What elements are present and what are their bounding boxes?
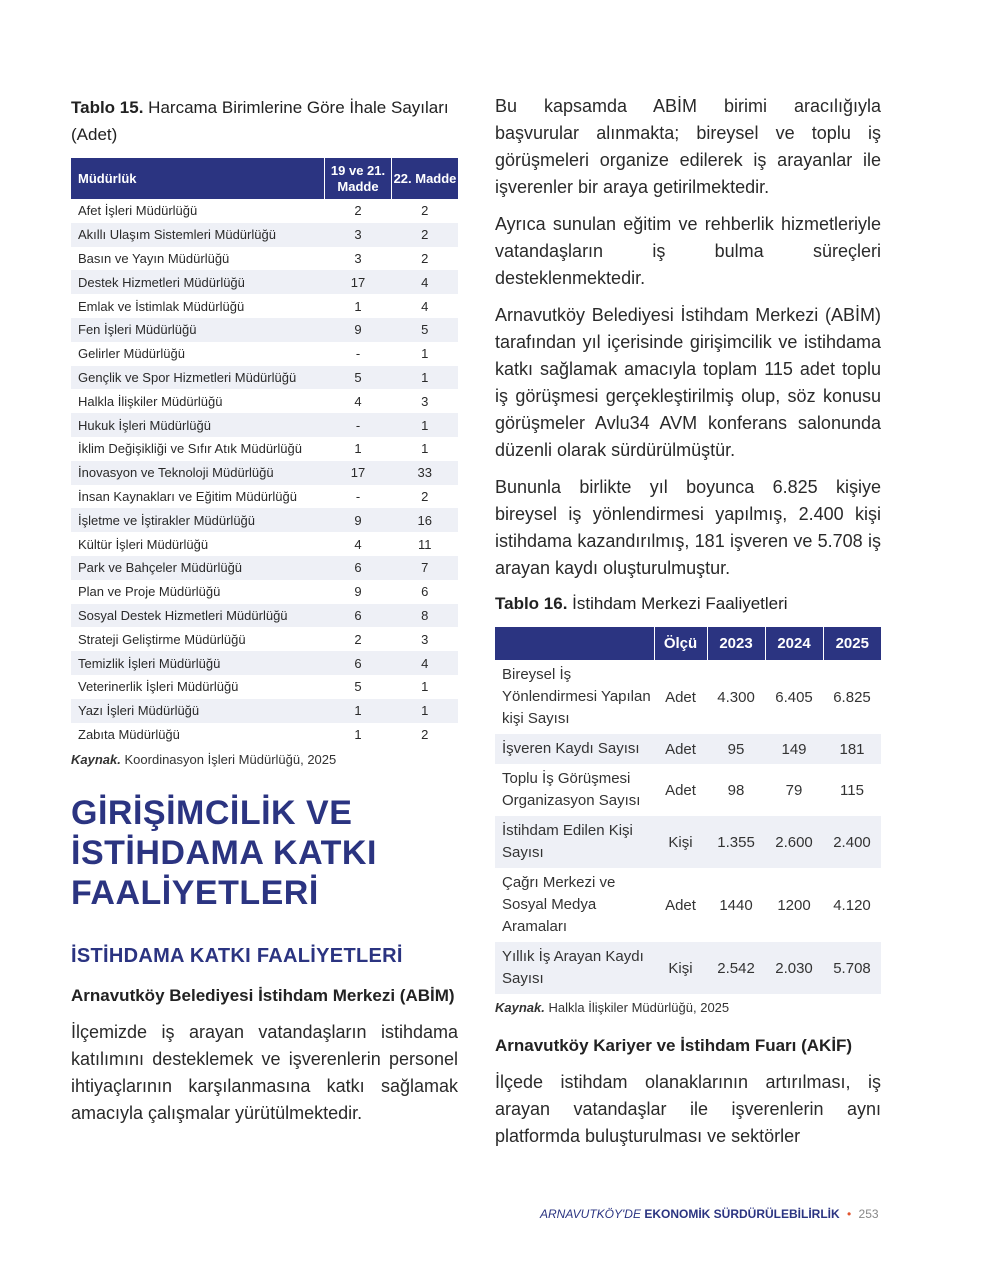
table15-row-cell: 16 bbox=[392, 508, 459, 532]
table15-row-cell: 1 bbox=[392, 413, 459, 437]
table15-row-cell: 4 bbox=[354, 536, 362, 552]
table16-header-cell: Ölçü bbox=[654, 627, 707, 660]
table15-header-cell: 19 ve 21. Madde bbox=[325, 158, 392, 199]
table15-row-cell: 6 bbox=[325, 556, 392, 580]
table15-row-cell: 3 bbox=[421, 631, 429, 647]
table15-row bbox=[71, 294, 458, 318]
table16-row-cell: 1440 bbox=[719, 896, 753, 914]
table16-row-cell: Yıllık İş Arayan Kaydı Sayısı bbox=[495, 942, 654, 994]
table15-row-cell: 2 bbox=[392, 223, 459, 247]
table15-row-cell: 4 bbox=[354, 393, 362, 409]
table15-row bbox=[71, 223, 458, 247]
table16-row-cell: 181 bbox=[823, 734, 881, 764]
table16-row-cell: 4.300 bbox=[717, 688, 755, 706]
table15-label: Tablo 15. bbox=[71, 98, 144, 117]
paragraph: Arnavutköy Belediyesi İstihdam Merkezi (ABİM) tarafından yıl içerisinde girişimcilik ve istihdama katkı sağlamak amacıyla toplam 115 adet toplu iş görüşmesi gerçekleştirilmiş olup, söz konusu görüşmeler Avlu34 AVM konferans salonunda düzenli olarak sürdürülmüştür. bbox=[495, 305, 881, 460]
table16-row-cell: 1200 bbox=[777, 896, 811, 914]
table15-row-cell: Veterinerlik İşleri Müdürlüğü bbox=[78, 679, 239, 695]
table15-row-cell: 2 bbox=[421, 726, 429, 742]
table15-row bbox=[71, 270, 458, 294]
table16-row-cell: 2.400 bbox=[823, 816, 881, 868]
table15-row-cell: İnsan Kaynakları ve Eğitim Müdürlüğü bbox=[78, 488, 297, 504]
table15-row-cell: 1 bbox=[421, 346, 429, 362]
table16-row bbox=[495, 868, 881, 942]
table15-row-cell: 6 bbox=[325, 604, 392, 628]
table16-row-cell: 5.708 bbox=[823, 942, 881, 994]
table15-row-cell: 17 bbox=[325, 270, 392, 294]
table15-row-cell: Plan ve Proje Müdürlüğü bbox=[78, 584, 221, 600]
page-number: 253 bbox=[858, 1207, 879, 1221]
table16-row-cell: Çağrı Merkezi ve Sosyal Medya Aramaları bbox=[502, 874, 616, 935]
table15-row bbox=[71, 556, 458, 580]
table15-row-cell: 2 bbox=[421, 203, 429, 219]
table15-row bbox=[71, 413, 458, 437]
table16-row-cell: 1.355 bbox=[707, 816, 765, 868]
table15-row-cell: Gençlik ve Spor Hizmetleri Müdürlüğü bbox=[71, 366, 325, 390]
table15-row bbox=[71, 651, 458, 675]
table16-row-cell: Kişi bbox=[654, 942, 707, 994]
table15-row-cell: 1 bbox=[354, 298, 362, 314]
table15-row-cell: İklim Değişikliği ve Sıfır Atık Müdürlüğü bbox=[78, 441, 302, 457]
table15-row-cell: 3 bbox=[421, 393, 429, 409]
table16-row-cell: Adet bbox=[665, 896, 696, 914]
table15-row bbox=[71, 199, 458, 223]
table15-row bbox=[71, 342, 458, 366]
table15-row-cell: - bbox=[325, 413, 392, 437]
table15-row-cell: 33 bbox=[392, 461, 459, 485]
table16-row-cell: 2.030 bbox=[765, 942, 823, 994]
table15-row-cell: Temizlik İşleri Müdürlüğü bbox=[71, 651, 325, 675]
table15-row-cell: Kültür İşleri Müdürlüğü bbox=[78, 536, 209, 552]
table15-row bbox=[71, 627, 458, 651]
table16-header-row bbox=[495, 627, 881, 660]
table16-row-cell: Adet bbox=[654, 734, 707, 764]
table15-row-cell: 6 bbox=[421, 584, 429, 600]
table15-row bbox=[71, 366, 458, 390]
section-subheading: İSTİHDAMA KATKI FAALİYETLERİ bbox=[71, 945, 403, 968]
table15-row-cell: 6 bbox=[325, 651, 392, 675]
table15-row-cell: 4 bbox=[421, 298, 429, 314]
table15-row-cell: Akıllı Ulaşım Sistemleri Müdürlüğü bbox=[71, 223, 325, 247]
table15-row-cell: Halkla İlişkiler Müdürlüğü bbox=[78, 393, 223, 409]
table15-row bbox=[71, 532, 458, 556]
table15-row bbox=[71, 389, 458, 413]
table16-row-cell: 98 bbox=[727, 781, 745, 799]
table15-row-cell: Park ve Bahçeler Müdürlüğü bbox=[71, 556, 325, 580]
table15 bbox=[71, 158, 458, 746]
table15-row-cell: 2 bbox=[421, 250, 429, 266]
footer-prefix: ARNAVUTKÖY'DE bbox=[540, 1207, 641, 1221]
table16-row bbox=[495, 734, 881, 764]
footer-dot: • bbox=[847, 1207, 852, 1221]
table15-row-cell: 17 bbox=[325, 461, 392, 485]
table15-row bbox=[71, 508, 458, 532]
table16-source-label: Kaynak. bbox=[495, 1000, 545, 1015]
table15-row-cell: 2 bbox=[354, 203, 362, 219]
table15-row-cell: 3 bbox=[325, 223, 392, 247]
table15-row-cell: 1 bbox=[392, 366, 459, 390]
table16-row-cell: İstihdam Edilen Kişi Sayısı bbox=[495, 816, 654, 868]
table15-row-cell: Emlak ve İstimlak Müdürlüğü bbox=[78, 298, 245, 314]
table15-row-cell: 1 bbox=[421, 441, 429, 457]
table15-row bbox=[71, 318, 458, 342]
table15-row-cell: Zabıta Müdürlüğü bbox=[78, 726, 180, 742]
paragraph: Ayrıca sunulan eğitim ve rehberlik hizmetleriyle vatandaşların iş bulma süreçleri desteklenmektedir. bbox=[495, 214, 881, 288]
table15-row-cell: 9 bbox=[354, 584, 362, 600]
table15-row bbox=[71, 247, 458, 271]
table15-row-cell: İşletme ve İştirakler Müdürlüğü bbox=[71, 508, 325, 532]
table15-row-cell: 8 bbox=[392, 604, 459, 628]
table16-header-cell: 2025 bbox=[823, 627, 881, 660]
table16-row-cell: Kişi bbox=[654, 816, 707, 868]
table15-row-cell: - bbox=[355, 488, 361, 504]
table15-row-cell: Hukuk İşleri Müdürlüğü bbox=[71, 413, 325, 437]
table16-row bbox=[495, 660, 881, 734]
table16-row-cell: 6.405 bbox=[775, 688, 813, 706]
table15-header-row bbox=[71, 158, 458, 199]
abim-heading: Arnavutköy Belediyesi İstihdam Merkezi (ABİM) bbox=[71, 986, 455, 1006]
table16-row-cell: 2.542 bbox=[707, 942, 765, 994]
table16-row bbox=[495, 942, 881, 994]
right-column bbox=[495, 94, 881, 1150]
table15-row-cell: 9 bbox=[325, 318, 392, 342]
table16-row-cell: 4.120 bbox=[833, 896, 871, 914]
paragraph: Bununla birlikte yıl boyunca 6.825 kişiye bireysel iş yönlendirmesi yapılmış, 2.400 kişi istihdama kazandırılmış, 181 işveren ve 5.708 iş arayan kaydı oluşturulmuştur. bbox=[495, 477, 881, 578]
table15-row-cell: Destek Hizmetleri Müdürlüğü bbox=[71, 270, 325, 294]
table15-row-cell: 1 bbox=[354, 726, 362, 742]
table16-row-cell: 115 bbox=[840, 781, 864, 799]
table15-source-text: Koordinasyon İşleri Müdürlüğü, 2025 bbox=[124, 752, 337, 768]
paragraph: Bu kapsamda ABİM birimi aracılığıyla başvurular alınmakta; bireysel ve toplu iş görüşmeleri organize edilerek iş arayanlar ile işverenler bir araya getirilmektedir. bbox=[495, 96, 881, 197]
section-heading-line: FAALİYETLERİ bbox=[71, 874, 319, 913]
table15-row-cell: Yazı İşleri Müdürlüğü bbox=[71, 699, 325, 723]
table16-title: İstihdam Merkezi Faaliyetleri bbox=[572, 594, 788, 613]
table16-source bbox=[495, 1000, 881, 1015]
table15-row bbox=[71, 723, 458, 747]
table15-row-cell: Fen İşleri Müdürlüğü bbox=[71, 318, 325, 342]
table15-row bbox=[71, 485, 458, 509]
table15-row-cell: 5 bbox=[392, 318, 459, 342]
table16-header-cell: 2023 bbox=[707, 627, 765, 660]
table16-row bbox=[495, 764, 881, 816]
table15-source-label: Kaynak. bbox=[71, 752, 121, 768]
table15-row-cell: 2 bbox=[354, 631, 362, 647]
table15-row bbox=[71, 461, 458, 485]
table15-row-cell: 9 bbox=[325, 508, 392, 532]
table15-row-cell: Afet İşleri Müdürlüğü bbox=[78, 203, 198, 219]
table15-row-cell: 1 bbox=[421, 679, 429, 695]
table15-row bbox=[71, 675, 458, 699]
table16-header-cell bbox=[495, 627, 654, 660]
table16-row-cell: İşveren Kaydı Sayısı bbox=[495, 734, 654, 764]
table15-row-cell: 7 bbox=[392, 556, 459, 580]
table16-caption bbox=[495, 590, 881, 617]
table15-row-cell: - bbox=[355, 346, 361, 362]
table15-source bbox=[71, 752, 458, 767]
table15-caption bbox=[71, 94, 458, 148]
table15-row-cell: 1 bbox=[354, 441, 362, 457]
table15-title: Harcama Birimlerine Göre İhale Sayıları (Adet) bbox=[71, 98, 449, 144]
section-heading-line: GİRİŞİMCİLİK VE bbox=[71, 794, 353, 833]
table15-row-cell: Gelirler Müdürlüğü bbox=[78, 346, 185, 362]
section-heading-line: İSTİHDAMA KATKI bbox=[71, 834, 377, 873]
table16-row-cell: 149 bbox=[765, 734, 823, 764]
table15-row-cell: İnovasyon ve Teknoloji Müdürlüğü bbox=[71, 461, 325, 485]
table16-label: Tablo 16. bbox=[495, 594, 568, 613]
table15-row-cell: Strateji Geliştirme Müdürlüğü bbox=[78, 631, 246, 647]
table16-row-cell: Bireysel İş Yönlendirmesi Yapılan kişi Sayısı bbox=[502, 666, 651, 727]
table16-header-cell: 2024 bbox=[765, 627, 823, 660]
abim-intro: İlçemizde iş arayan vatandaşların istihdama katılımını desteklemek ve işverenlerin personel ihtiyaçlarının karşılanmasına katkı sağlamak amacıyla çalışmalar yürütülmektedir. bbox=[71, 1022, 458, 1124]
table15-row-cell: 4 bbox=[392, 651, 459, 675]
table15-header-cell: 22. Madde bbox=[392, 158, 459, 199]
table16-row-cell: Adet bbox=[665, 781, 696, 799]
table16-row-cell: 79 bbox=[785, 781, 803, 799]
table15-row bbox=[71, 604, 458, 628]
page-footer bbox=[540, 1207, 879, 1221]
table15-row bbox=[71, 699, 458, 723]
table15-row-cell: 3 bbox=[354, 250, 362, 266]
table15-row-cell: 1 bbox=[392, 699, 459, 723]
table15-row-cell: 5 bbox=[325, 366, 392, 390]
akif-heading: Arnavutköy Kariyer ve İstihdam Fuarı (AKİF) bbox=[495, 1036, 853, 1055]
table16-row-cell: 95 bbox=[707, 734, 765, 764]
table15-row-cell: 2 bbox=[421, 488, 429, 504]
table15-row bbox=[71, 580, 458, 604]
section-heading bbox=[71, 793, 458, 913]
table16-source-text: Halkla İlişkiler Müdürlüğü, 2025 bbox=[548, 1000, 730, 1015]
footer-title: EKONOMİK SÜRDÜRÜLEBİLİRLİK bbox=[644, 1207, 840, 1221]
table15-row-cell: Basın ve Yayın Müdürlüğü bbox=[78, 250, 230, 266]
table15-row-cell: 5 bbox=[354, 679, 362, 695]
table15-row-cell: 4 bbox=[392, 270, 459, 294]
table16-row-cell: Adet bbox=[665, 688, 696, 706]
akif-text: İlçede istihdam olanaklarının artırılması, iş arayan vatandaşlar ile işverenlerin aynı platformda buluşturulması ve sektörler bbox=[495, 1072, 881, 1146]
left-column bbox=[71, 94, 458, 1127]
table16-row-cell: 2.600 bbox=[765, 816, 823, 868]
table16-row-cell: Toplu İş Görüşmesi Organizasyon Sayısı bbox=[502, 770, 641, 809]
table16 bbox=[495, 627, 881, 994]
table16-row bbox=[495, 816, 881, 868]
table15-row bbox=[71, 437, 458, 461]
table15-header-cell: Müdürlük bbox=[71, 158, 325, 199]
table15-row-cell: 11 bbox=[418, 536, 432, 552]
table16-row-cell: 6.825 bbox=[833, 688, 871, 706]
table15-row-cell: 1 bbox=[325, 699, 392, 723]
table15-row-cell: Sosyal Destek Hizmetleri Müdürlüğü bbox=[71, 604, 325, 628]
